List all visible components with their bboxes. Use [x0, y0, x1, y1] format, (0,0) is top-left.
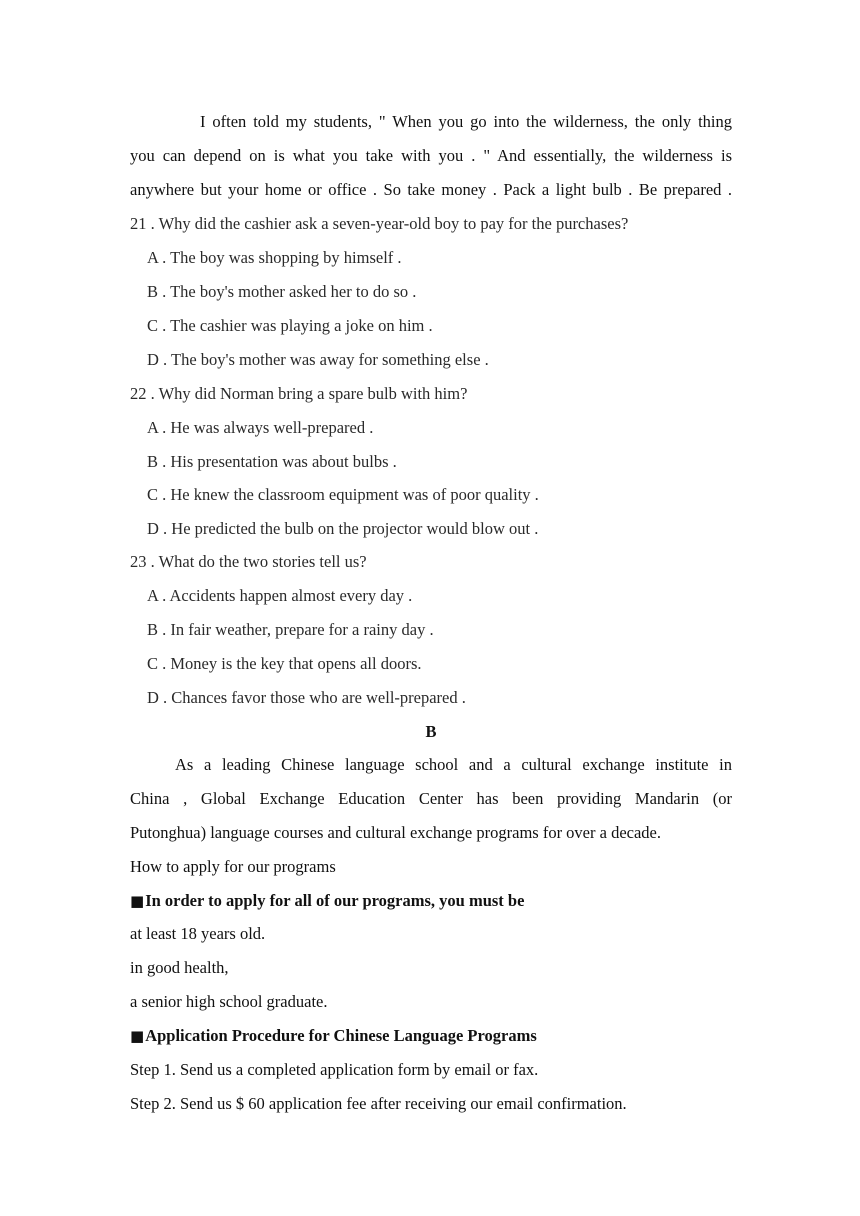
procedure-heading-text: Application Procedure for Chinese Language Programs — [145, 1026, 537, 1045]
question-22-stem: 22 . Why did Norman bring a spare bulb with him? — [130, 384, 468, 403]
question-22-option-a: A . He was always well-prepared . — [147, 418, 374, 437]
question-22-option-b: B . His presentation was about bulbs . — [147, 452, 397, 471]
bullet-square-icon: ■ — [130, 1027, 145, 1045]
section-b-intro-line-3: Putonghua) language courses and cultural exchange programs for over a decade. — [130, 823, 661, 842]
step-2: Step 2. Send us $ 60 application fee after receiving our email confirmation. — [130, 1094, 627, 1113]
section-b-intro-line-2: China , Global Exchange Education Center has been providing Mandarin (or — [130, 789, 732, 808]
question-21-stem: 21 . Why did the cashier ask a seven-year-old boy to pay for the purchases? — [130, 214, 629, 233]
passage-line-2: you can depend on is what you take with you . " And essentially, the wilderness is — [130, 146, 732, 165]
question-23-option-d: D . Chances favor those who are well-prepared . — [147, 688, 466, 707]
question-23-option-c: C . Money is the key that opens all doors. — [147, 654, 422, 673]
question-23-option-b: B . In fair weather, prepare for a rainy day . — [147, 620, 434, 639]
question-21-option-c: C . The cashier was playing a joke on him . — [147, 316, 433, 335]
question-23-option-a: A . Accidents happen almost every day . — [147, 586, 413, 605]
step-1: Step 1. Send us a completed application form by email or fax. — [130, 1060, 539, 1079]
requirements-heading-text: In order to apply for all of our programs, you must be — [145, 891, 525, 910]
question-22-option-d: D . He predicted the bulb on the projector would blow out . — [147, 519, 539, 538]
section-b-intro-line-1: As a leading Chinese language school and a cultural exchange institute in — [175, 755, 732, 774]
section-b-heading: B — [425, 722, 437, 741]
passage-line-3: anywhere but your home or office . So take money . Pack a light bulb . Be prepared . — [130, 180, 732, 199]
procedure-heading — [130, 1026, 732, 1046]
question-21-option-a: A . The boy was shopping by himself . — [147, 248, 402, 267]
question-22-option-c: C . He knew the classroom equipment was of poor quality . — [147, 485, 539, 504]
requirement-2: in good health, — [130, 958, 229, 977]
passage-line-1: I often told my students, " When you go into the wilderness, the only thing — [200, 112, 732, 131]
requirements-heading — [130, 891, 732, 911]
question-21-option-b: B . The boy's mother asked her to do so . — [147, 282, 417, 301]
bullet-square-icon: ■ — [130, 892, 145, 910]
apply-title: How to apply for our programs — [130, 857, 336, 876]
requirement-3: a senior high school graduate. — [130, 992, 328, 1011]
question-23-stem: 23 . What do the two stories tell us? — [130, 552, 367, 571]
requirement-1: at least 18 years old. — [130, 924, 266, 943]
question-21-option-d: D . The boy's mother was away for something else . — [147, 350, 489, 369]
